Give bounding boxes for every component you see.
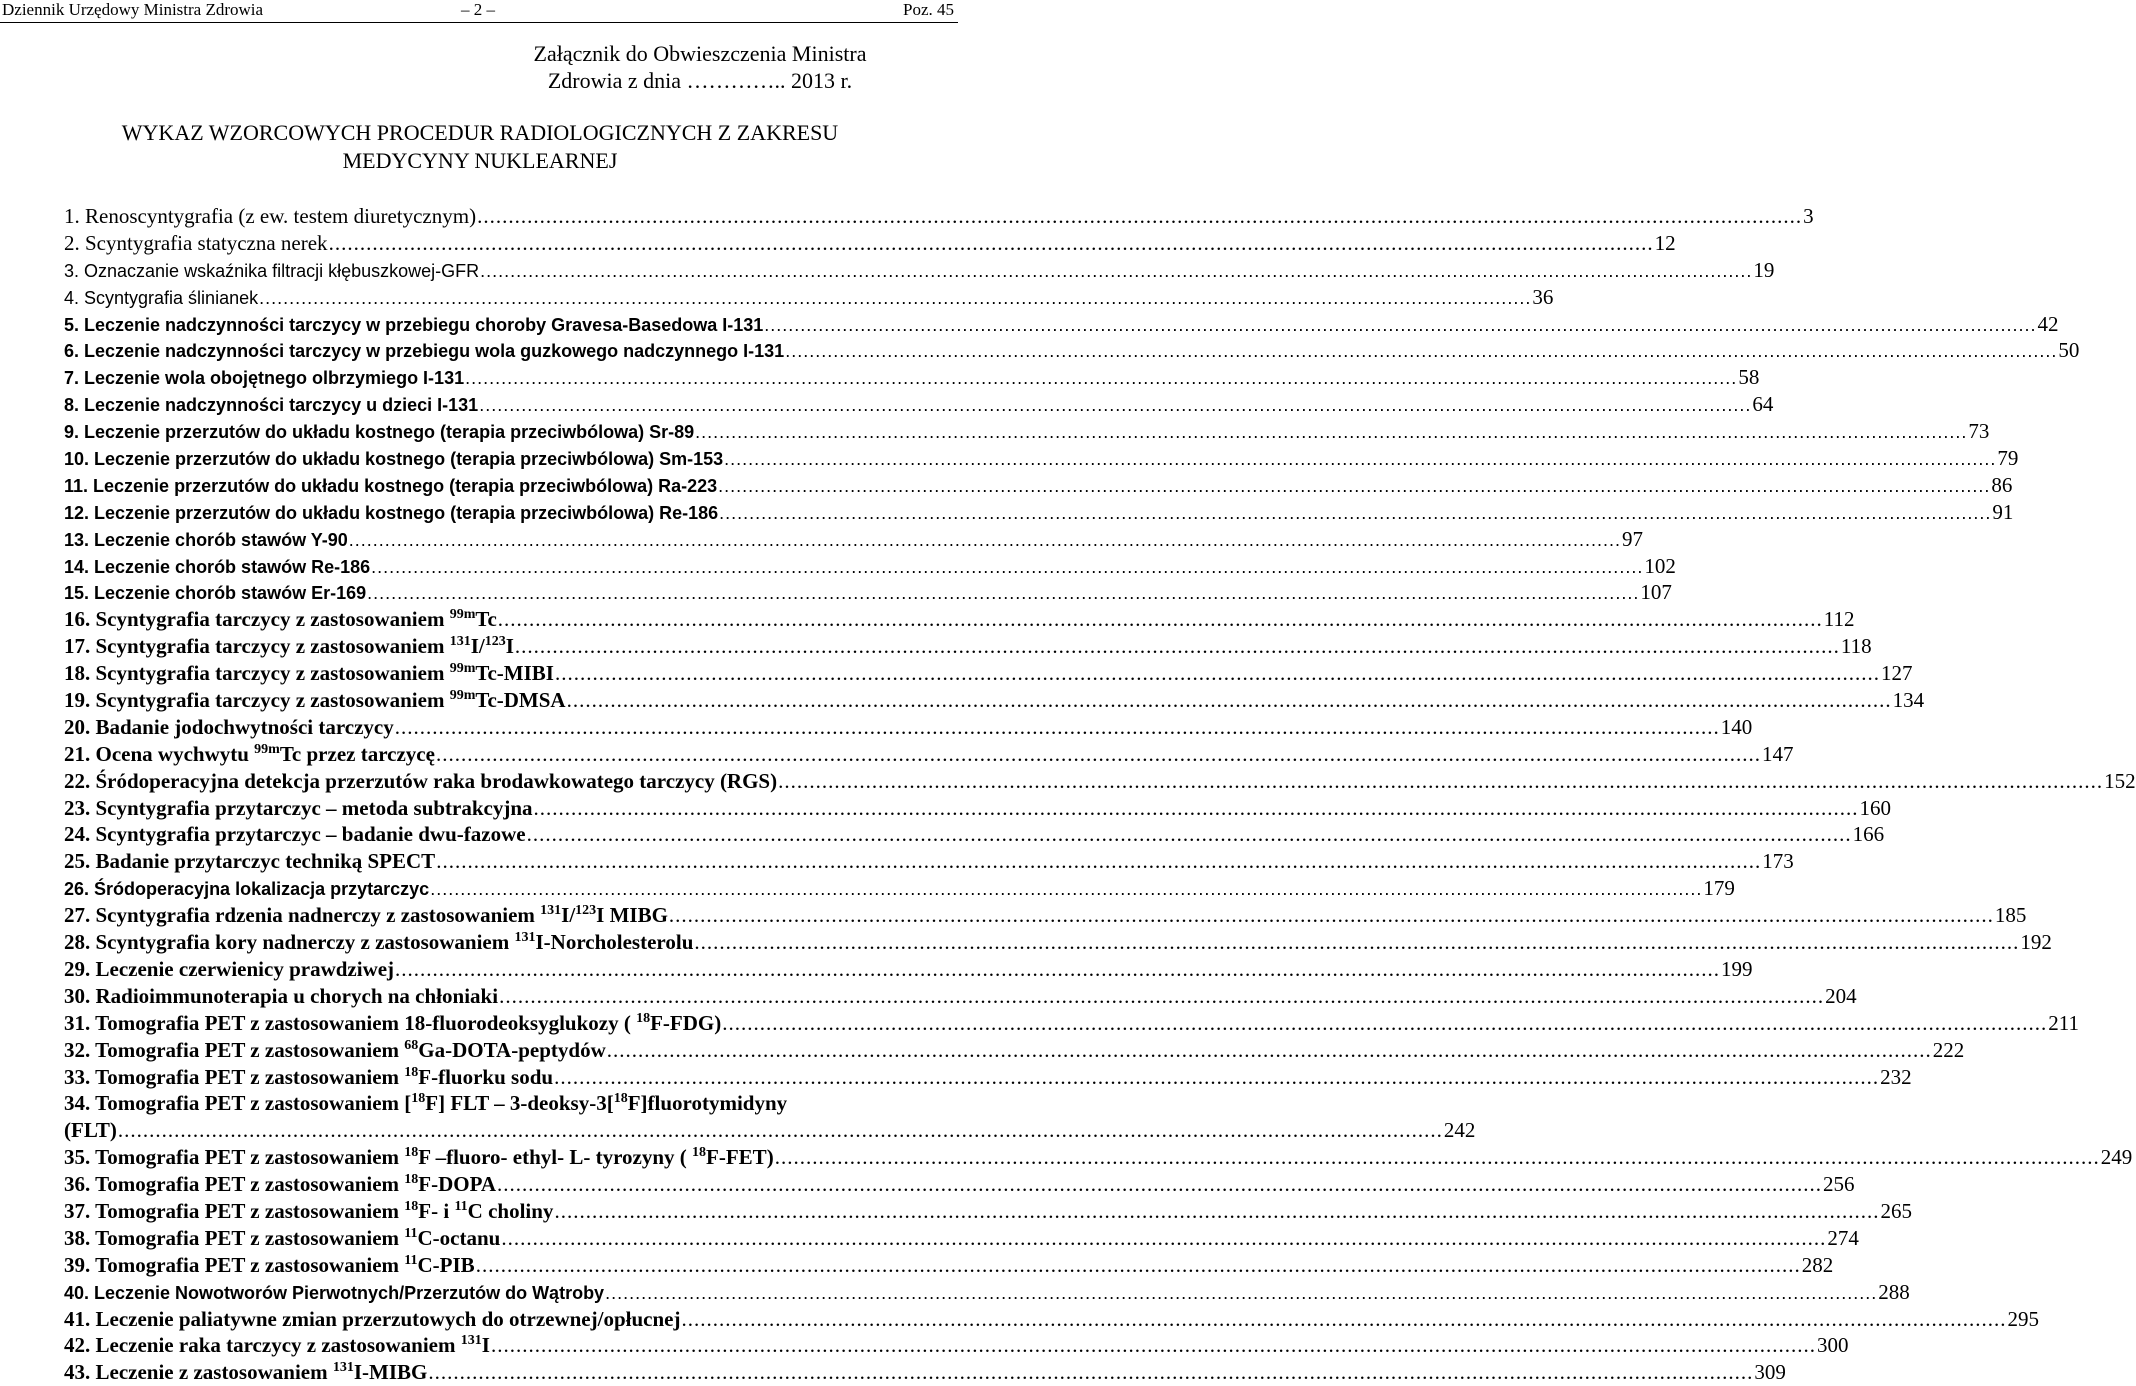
toc-entry-6[interactable]: 6. Leczenie nadczynności tarczycy w przebiegu wola guzkowego nadczynnego I-131 ..... 50 [64,337,895,364]
toc-entry-43[interactable]: 43. Leczenie z zastosowaniem $^{131}$I-MIBG ..... 309 [64,1359,895,1386]
toc-page-27: 185 [1994,903,2027,928]
toc-entry-9[interactable]: 9. Leczenie przerzutów do układu kostnego (terapia przeciwbólowa) Sr-89 ..... 73 [64,418,895,445]
toc-page-28: 192 [2020,930,2052,955]
toc-page-33: 232 [1880,1064,1912,1089]
toc-entry-28[interactable]: 28. Scyntygrafia kory nadnerczy z zastosowaniem $^{131}$I-Norcholesterolu ..... 192 [64,929,895,956]
toc-entry-27[interactable]: 27. Scyntygrafia rdzenia nadnerczy z zastosowaniem $^{131}$I/$^{123}$I MIBG ..... 185 [64,902,895,929]
toc-entry-26[interactable]: 26. Śródoperacyjna lokalizacja przytarczyc ..... 179 [64,875,895,902]
toc-page-17: 118 [1840,634,1872,659]
toc-entry-22[interactable]: 22. Śródoperacyjna detekcja przerzutów raka brodawkowatego tarczycy (RGS) ..... 152 [64,768,895,795]
toc-page-42: 300 [1816,1333,1849,1358]
toc-page-29: 199 [1721,956,1753,981]
toc-page-40: 288 [1878,1279,1910,1304]
toc-entry-23[interactable]: 23. Scyntygrafia przytarczyc – metoda subtrakcyjna ..... 160 [64,795,895,822]
table-of-contents [64,203,2136,1386]
toc-page-36: 256 [1823,1172,1855,1197]
journal-name: Dziennik Urzędowy Ministra Zdrowia [2,0,264,19]
document-title [0,119,960,175]
toc-page-39: 282 [1801,1252,1834,1277]
toc-entry-21[interactable]: 21. Ocena wychwytu $^{99m}$Tc przez tarczycę ..... 147 [64,741,895,768]
toc-entry-1[interactable]: 1. Renoscyntygrafia (z ew. testem diuretycznym) ..... 3 [64,203,895,230]
toc-page-12: 91 [1992,499,2014,524]
toc-entry-18[interactable]: 18. Scyntygrafia tarczycy z zastosowaniem $^{99m}$Tc-MIBI ..... 127 [64,660,895,687]
toc-page-3: 19 [1753,257,1775,282]
annex-note [470,40,930,94]
toc-entry-37[interactable]: 37. Tomografia PET z zastosowaniem $^{18}$F- i $^{11}$C choliny ..... 265 [64,1198,895,1225]
toc-page-24: 166 [1852,822,1885,847]
toc-page-21: 147 [1761,741,1794,766]
toc-entry-20[interactable]: 20. Badanie jodochwytności tarczycy ..... 140 [64,714,895,741]
toc-page-11: 86 [1991,472,2013,497]
toc-page-2: 12 [1654,230,1676,255]
toc-page-22: 152 [2104,768,2136,793]
annex-line-1: Załącznik do Obwieszczenia Ministra [533,41,867,66]
toc-entry-25[interactable]: 25. Badanie przytarczyc techniką SPECT ..... 173 [64,848,895,875]
toc-page-5: 42 [2037,311,2059,336]
header-divider [0,22,958,23]
toc-page-18: 127 [1880,661,1913,686]
toc-entry-29[interactable]: 29. Leczenie czerwienicy prawdziwej ..... 199 [64,956,895,983]
toc-entry-19[interactable]: 19. Scyntygrafia tarczycy z zastosowaniem $^{99m}$Tc-DMSA ..... 134 [64,687,895,714]
toc-entry-39[interactable]: 39. Tomografia PET z zastosowaniem $^{11}$C-PIB ..... 282 [64,1252,895,1279]
toc-entry-14[interactable]: 14. Leczenie chorób stawów Re-186 ..... 102 [64,553,895,580]
toc-entry-32[interactable]: 32. Tomografia PET z zastosowaniem $^{68}$Ga-DOTA-peptydów ..... 222 [64,1037,895,1064]
toc-entry-8[interactable]: 8. Leczenie nadczynności tarczycy u dzieci I-131 ..... 64 [64,391,895,418]
title-line-2: MEDYCYNY NUKLEARNEJ [342,148,618,173]
toc-page-41: 295 [2007,1306,2039,1331]
toc-page-26: 179 [1703,876,1735,901]
toc-entry-17[interactable]: 17. Scyntygrafia tarczycy z zastosowaniem $^{131}$I/$^{123}$I ..... 118 [64,633,895,660]
toc-page-20: 140 [1720,714,1753,739]
toc-entry-31[interactable]: 31. Tomografia PET z zastosowaniem 18-fluorodeoksyglukozy ( $^{18}$F-FDG) ..... 211 [64,1010,895,1037]
toc-page-4: 36 [1532,284,1554,309]
toc-page-7: 58 [1738,365,1760,390]
toc-page-16: 112 [1823,607,1855,632]
toc-entry-34-continued[interactable]: (FLT) ..... 242 [64,1117,895,1144]
annex-line-2: Zdrowia z dnia ………….. 2013 r. [547,68,853,93]
toc-page-23: 160 [1859,795,1892,820]
toc-entry-36[interactable]: 36. Tomografia PET z zastosowaniem $^{18}$F-DOPA ..... 256 [64,1171,895,1198]
toc-page-43: 309 [1754,1360,1786,1385]
position-number: Poz. 45 [903,0,954,19]
toc-page-35: 249 [2100,1145,2133,1170]
toc-entry-38[interactable]: 38. Tomografia PET z zastosowaniem $^{11}$C-octanu ..... 274 [64,1225,895,1252]
toc-entry-30[interactable]: 30. Radioimmunoterapia u chorych na chłoniaki ..... 204 [64,983,895,1010]
title-line-1: WYKAZ WZORCOWYCH PROCEDUR RADIOLOGICZNYCH Z ZAKRESU [121,120,839,145]
toc-page-25: 173 [1762,849,1794,874]
toc-entry-42[interactable]: 42. Leczenie raka tarczycy z zastosowaniem $^{131}$I ..... 300 [64,1332,895,1359]
toc-page-32: 222 [1932,1037,1965,1062]
toc-entry-11[interactable]: 11. Leczenie przerzutów do układu kostnego (terapia przeciwbólowa) Ra-223 ..... 86 [64,472,895,499]
toc-entry-35[interactable]: 35. Tomografia PET z zastosowaniem $^{18}$F –fluoro- ethyl- L- tyrozyny ( $^{18}$F-FET) ..... 249 [64,1144,895,1171]
toc-entry-33[interactable]: 33. Tomografia PET z zastosowaniem $^{18}$F-fluorku sodu ..... 232 [64,1064,895,1091]
toc-entry-3[interactable]: 3. Oznaczanie wskaźnika filtracji kłębuszkowej-GFR ..... 19 [64,257,895,284]
toc-page-30: 204 [1825,983,1857,1008]
toc-entry-7[interactable]: 7. Leczenie wola obojętnego olbrzymiego I-131 ..... 58 [64,364,895,391]
toc-entry-16[interactable]: 16. Scyntygrafia tarczycy z zastosowaniem $^{99m}$Tc ..... 112 [64,606,895,633]
toc-page-8: 64 [1752,392,1774,417]
toc-page-9: 73 [1968,419,1990,444]
toc-page-31: 211 [2048,1010,2079,1035]
toc-entry-41[interactable]: 41. Leczenie paliatywne zmian przerzutowych do otrzewnej/opłucnej ..... 295 [64,1306,895,1333]
toc-entry-2[interactable]: 2. Scyntygrafia statyczna nerek ..... 12 [64,230,895,257]
page-number: – 2 – [461,0,495,19]
toc-page-13: 97 [1622,526,1643,551]
toc-entry-10[interactable]: 10. Leczenie przerzutów do układu kostnego (terapia przeciwbólowa) Sm-153 ..... 79 [64,445,895,472]
toc-page-14: 102 [1644,553,1676,578]
toc-entry-5[interactable]: 5. Leczenie nadczynności tarczycy w przebiegu choroby Gravesa-Basedowa I-131 ..... 42 [64,311,895,338]
toc-page-34: 242 [1443,1118,1476,1143]
toc-entry-4[interactable]: 4. Scyntygrafia ślinianek ..... 36 [64,284,895,311]
toc-entry-12[interactable]: 12. Leczenie przerzutów do układu kostnego (terapia przeciwbólowa) Re-186 ..... 91 [64,499,895,526]
toc-page-15: 107 [1640,580,1672,605]
toc-entry-13[interactable]: 13. Leczenie chorób stawów Y-90 ..... 97 [64,526,895,553]
toc-page-1: 3 [1803,204,1814,228]
toc-page-6: 50 [2058,338,2080,363]
toc-page-37: 265 [1880,1198,1912,1223]
toc-entry-24[interactable]: 24. Scyntygrafia przytarczyc – badanie dwu-fazowe ..... 166 [64,821,895,848]
toc-page-10: 79 [1997,446,2019,471]
toc-entry-34[interactable]: 34. Tomografia PET z zastosowaniem [$^{18}$F] FLT – 3-deoksy-3[$^{18}$F]fluorotymidyny [64,1091,788,1116]
toc-page-19: 134 [1892,688,1925,713]
toc-entry-40[interactable]: 40. Leczenie Nowotworów Pierwotnych/Przerzutów do Wątroby ..... 288 [64,1279,895,1306]
page-header [2,0,954,22]
toc-page-38: 274 [1827,1225,1859,1250]
toc-entry-15[interactable]: 15. Leczenie chorób stawów Er-169 ..... 107 [64,579,895,606]
